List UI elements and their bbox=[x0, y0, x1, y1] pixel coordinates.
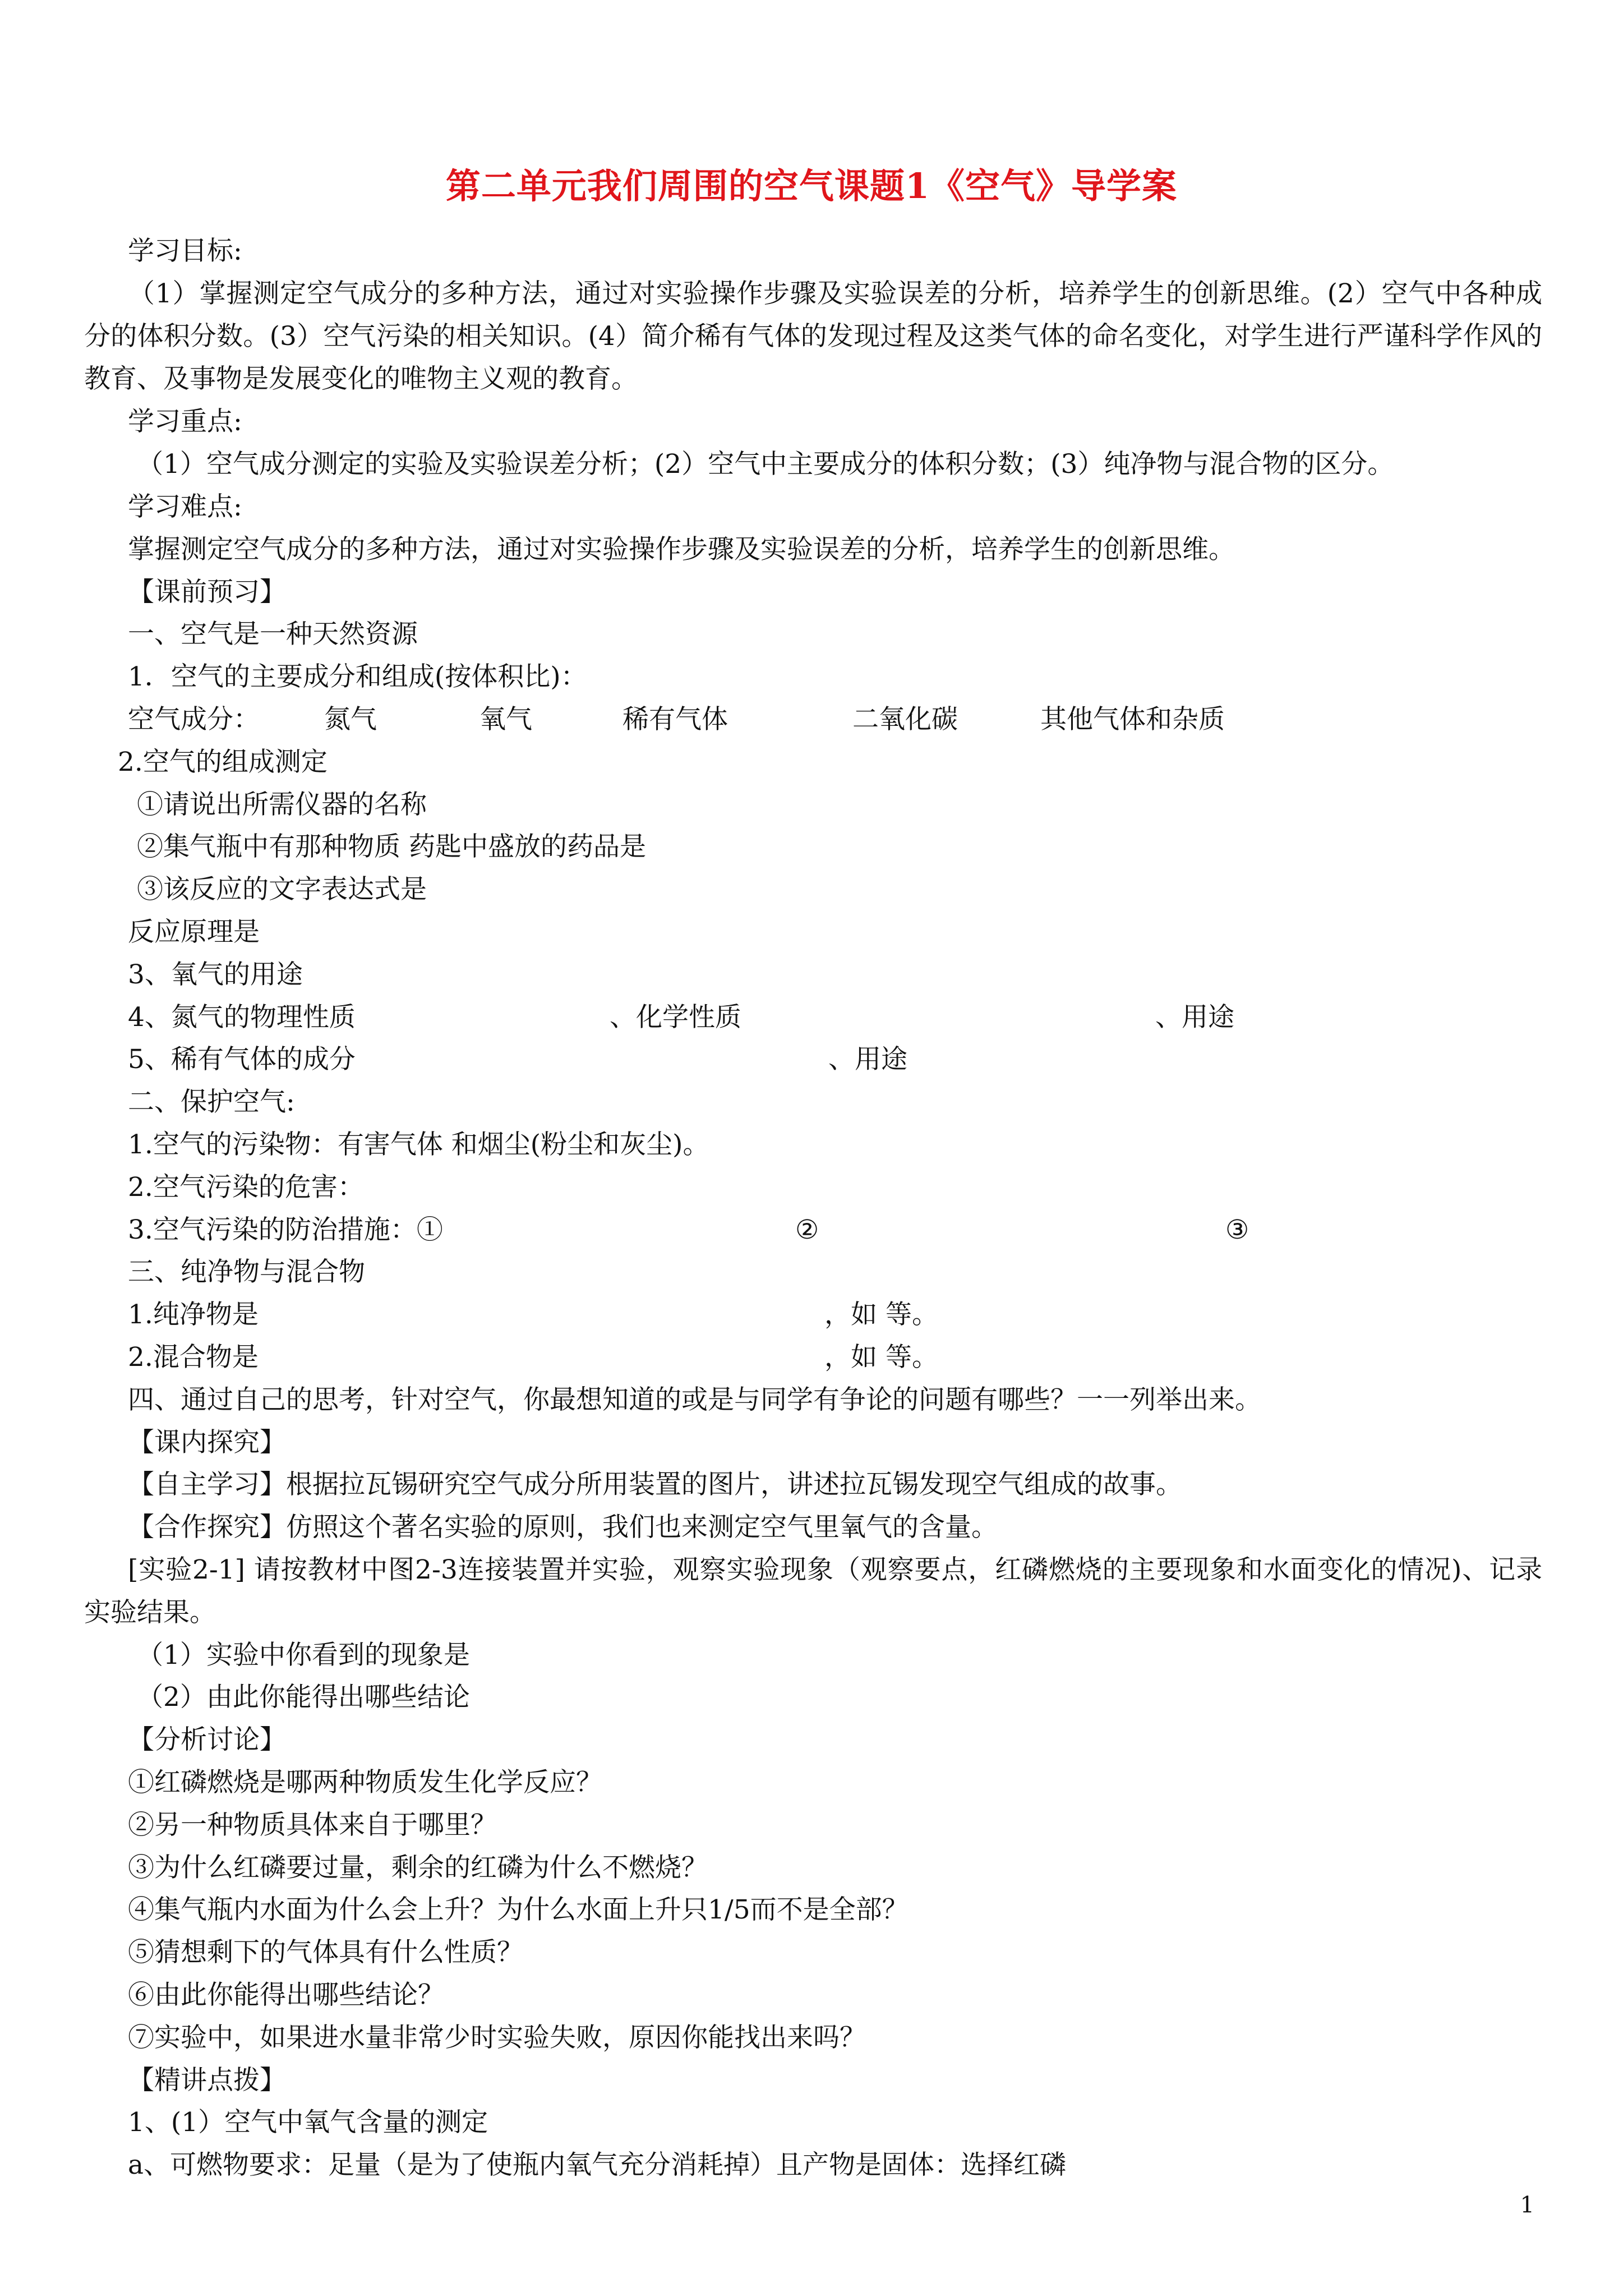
analysis-item: ①红磷燃烧是哪两种物质发生化学反应？ bbox=[128, 1767, 602, 1798]
prevention-1: 3.空气污染的防治措施：① bbox=[128, 1214, 443, 1245]
goals-text: （1）掌握测定空气成分的多种方法，通过对实验操作步骤及实验误差的分析，培养学生的创新思维。(2）空气中各种成分的体积分数。(3）空气污染的相关知识。(4）简介稀有气体的发现过程及这类气体的命名变化，对学生进行严谨科学作风的教育、及事物是发展变化的唯物主义观的教育。 bbox=[84, 278, 1542, 394]
section-1-q3: 3、氧气的用途 bbox=[128, 959, 303, 990]
nitrogen-physical: 4、氮气的物理性质 bbox=[128, 1002, 356, 1033]
analysis-item: ⑤猜想剩下的气体具有什么性质？ bbox=[128, 1937, 523, 1968]
experiment-paragraph bbox=[84, 1549, 1542, 1634]
analysis-item: ②另一种物质具体来自于哪里？ bbox=[128, 1810, 497, 1841]
prevention-2: ② bbox=[795, 1214, 819, 1245]
page-title: 第二单元我们周围的空气课题1《空气》导学案 bbox=[445, 165, 1178, 206]
section-1-q1: 1．空气的主要成分和组成(按体积比)： bbox=[128, 661, 587, 692]
experiment-text: [实验2-1] 请按教材中图2-3连接装置并实验，观察实验现象（观察要点，红磷燃烧的主要现象和水面变化的情况)、记录实验结果。 bbox=[84, 1554, 1542, 1628]
cooperation-text: 【合作探究】仿照这个著名实验的原则，我们也来测定空气里氧气的含量。 bbox=[128, 1512, 998, 1543]
analysis-heading: 【分析讨论】 bbox=[128, 1724, 286, 1755]
section-2-q2: 2.空气污染的危害： bbox=[128, 1172, 364, 1203]
components-label: 空气成分： bbox=[128, 704, 260, 735]
section-3-title: 三、纯净物与混合物 bbox=[128, 1257, 365, 1287]
nitrogen-uses: 、用途 bbox=[1155, 1002, 1234, 1033]
pure-substance-label: 1.纯净物是 bbox=[128, 1299, 259, 1330]
section-1-q2: 2.空气的组成测定 bbox=[118, 747, 328, 777]
analysis-item: ④集气瓶内水面为什么会上升？为什么水面上升只1/5而不是全部？ bbox=[128, 1894, 909, 1925]
lecture-point-a: a、可燃物要求：足量（是为了使瓶内氧气充分消耗掉）且产物是固体：选择红磷 bbox=[128, 2150, 1067, 2180]
component-noble-gas: 稀有气体 bbox=[623, 704, 728, 735]
nitrogen-chemical: 、化学性质 bbox=[610, 1002, 741, 1033]
component-other: 其他气体和杂质 bbox=[1040, 704, 1225, 735]
key-points-text: （1）空气成分测定的实验及实验误差分析；(2）空气中主要成分的体积分数；(3）纯净物与混合物的区分。 bbox=[137, 449, 1394, 480]
section-1-q2-a: ①请说出所需仪器的名称 bbox=[137, 789, 427, 820]
goals-label: 学习目标: bbox=[128, 236, 242, 266]
component-oxygen: 氧气 bbox=[479, 704, 532, 735]
difficulty-text: 掌握测定空气成分的多种方法，通过对实验操作步骤及实验误差的分析，培养学生的创新思维。 bbox=[128, 534, 1235, 565]
section-1-q2-d: 反应原理是 bbox=[128, 917, 260, 947]
section-2-q1: 1.空气的污染物：有害气体 和烟尘(粉尘和灰尘)。 bbox=[128, 1129, 709, 1160]
page-number: 1 bbox=[1520, 2192, 1534, 2218]
noble-gas-components: 5、稀有气体的成分 bbox=[128, 1044, 356, 1075]
pure-substance-examples: ，如 等。 bbox=[824, 1299, 938, 1330]
lecture-point-1: 1、(1）空气中氧气含量的测定 bbox=[128, 2107, 488, 2138]
analysis-item: ⑥由此你能得出哪些结论？ bbox=[128, 1980, 444, 2010]
prevention-3: ③ bbox=[1225, 1214, 1249, 1245]
explore-heading: 【课内探究】 bbox=[128, 1427, 286, 1458]
mixture-examples: ，如 等。 bbox=[824, 1342, 938, 1373]
analysis-item: ⑦实验中，如果进水量非常少时实验失败，原因你能找出来吗？ bbox=[128, 2022, 866, 2053]
section-2-title: 二、保护空气: bbox=[128, 1087, 295, 1117]
section-1-q2-c: ③该反应的文字表达式是 bbox=[137, 874, 427, 905]
mixture-label: 2.混合物是 bbox=[128, 1342, 259, 1373]
key-points-label: 学习重点: bbox=[128, 406, 242, 437]
goals-paragraph bbox=[84, 273, 1542, 401]
experiment-q1: （1）实验中你看到的现象是 bbox=[137, 1640, 470, 1671]
component-co2: 二氧化碳 bbox=[852, 704, 958, 735]
lecture-heading: 【精讲点拨】 bbox=[128, 2065, 286, 2096]
section-1-q2-b: ②集气瓶中有那种物质 药匙中盛放的药品是 bbox=[137, 831, 646, 862]
analysis-item: ③为什么红磷要过量，剩余的红磷为什么不燃烧？ bbox=[128, 1852, 708, 1883]
self-study-text: 【自主学习】根据拉瓦锡研究空气成分所用装置的图片，讲述拉瓦锡发现空气组成的故事。 bbox=[128, 1469, 1182, 1500]
section-4-title: 四、通过自己的思考，针对空气，你最想知道的或是与同学有争论的问题有哪些？一一列举出来。 bbox=[128, 1384, 1261, 1415]
section-1-title: 一、空气是一种天然资源 bbox=[128, 619, 418, 650]
component-nitrogen: 氮气 bbox=[324, 704, 377, 735]
noble-gas-uses: 、用途 bbox=[828, 1044, 907, 1075]
experiment-q2: （2）由此你能得出哪些结论 bbox=[137, 1682, 470, 1713]
difficulty-label: 学习难点: bbox=[128, 491, 242, 522]
preview-heading: 【课前预习】 bbox=[128, 577, 286, 608]
